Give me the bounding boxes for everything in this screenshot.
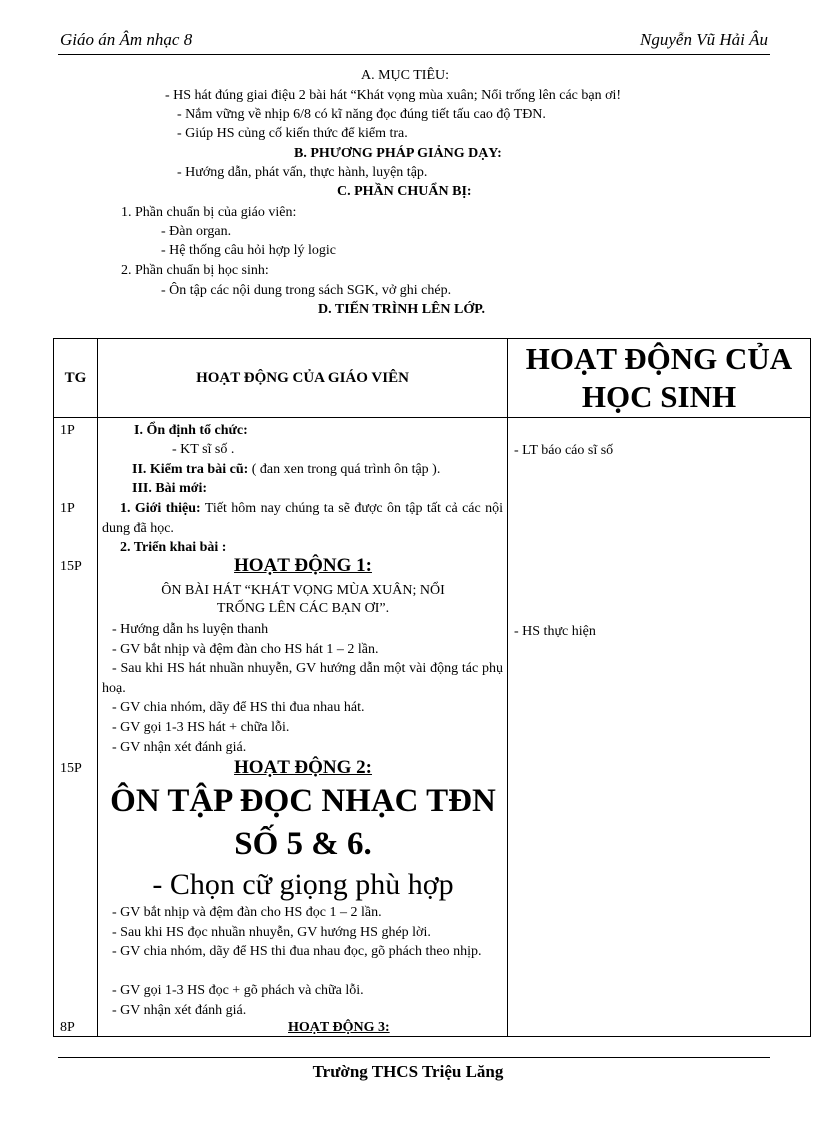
student-activity-2: - HS thực hiện bbox=[514, 624, 596, 639]
objective-1: - HS hát đúng giai điệu 2 bài hát “Khát vọng mùa xuân; Nổi trống lên các bạn ơi! bbox=[165, 88, 622, 103]
step-3-title: III. Bài mới: bbox=[132, 481, 208, 496]
student-activity-1: - LT báo cáo sĩ số bbox=[514, 443, 614, 458]
footer-divider bbox=[58, 1057, 770, 1058]
time-5: 8P bbox=[60, 1020, 75, 1035]
intro-paragraph bbox=[102, 499, 503, 538]
footer-school: Trường THCS Triệu Lăng bbox=[312, 1062, 504, 1081]
time-1: 1P bbox=[60, 423, 75, 438]
section-c-title: C. PHẦN CHUẨN BỊ: bbox=[337, 184, 472, 199]
teacher-column bbox=[98, 418, 508, 1037]
method-1: - Hướng dẫn, phát vấn, thực hành, luyện tập. bbox=[177, 165, 428, 180]
header-teacher: HOẠT ĐỘNG CỦA GIÁO VIÊN bbox=[98, 339, 508, 418]
deploy-title: 2. Triển khai bài : bbox=[120, 540, 227, 555]
activity-2-heading-1: ÔN TẬP ĐỌC NHẠC TĐN bbox=[110, 783, 496, 819]
activity-1-subtitle-1: ÔN BÀI HÁT “KHÁT VỌNG MÙA XUÂN; NỔI bbox=[161, 583, 445, 598]
time-2: 1P bbox=[60, 501, 75, 516]
activity-3-title: HOẠT ĐỘNG 3: bbox=[288, 1020, 390, 1035]
step-2-label: II. Kiểm tra bài cũ: bbox=[132, 462, 249, 477]
page-header bbox=[58, 28, 770, 55]
activity-2-item-5: - GV nhận xét đánh giá. bbox=[112, 1003, 247, 1018]
objective-3: - Giúp HS củng cố kiến thức để kiểm tra. bbox=[177, 126, 408, 141]
activity-2-item-2: - Sau khi HS đọc nhuần nhuyễn, GV hướng HS ghép lời. bbox=[112, 925, 431, 940]
time-3: 15P bbox=[60, 559, 82, 574]
time-column bbox=[54, 418, 98, 1037]
time-4: 15P bbox=[60, 761, 82, 776]
prep-teacher-item-2: - Hệ thống câu hỏi hợp lý logic bbox=[161, 243, 336, 258]
step-1-title: I. Ổn định tổ chức: bbox=[134, 423, 248, 438]
activity-2-item-3: - GV chia nhóm, dãy để HS thi đua nhau đọc, gõ phách theo nhịp. bbox=[112, 944, 482, 959]
activity-1-item-6: - GV nhận xét đánh giá. bbox=[112, 740, 247, 755]
activity-1-item-1: - Hướng dẫn hs luyện thanh bbox=[112, 622, 269, 637]
prep-teacher-item-1: - Đàn organ. bbox=[161, 224, 232, 239]
section-b-title: B. PHƯƠNG PHÁP GIẢNG DẠY: bbox=[294, 146, 502, 161]
activity-1-item-2: - GV bắt nhịp và đệm đàn cho HS hát 1 – 2 lần. bbox=[112, 642, 379, 657]
student-column bbox=[508, 418, 811, 1037]
header-course: Giáo án Âm nhạc 8 bbox=[60, 30, 193, 49]
step-2 bbox=[132, 460, 440, 479]
activity-2-item-4: - GV gọi 1-3 HS đọc + gõ phách và chữa lỗi. bbox=[112, 983, 364, 998]
lesson-table bbox=[53, 338, 811, 1037]
header-author: Nguyễn Vũ Hải Âu bbox=[640, 30, 768, 49]
objective-2: - Nắm vững về nhịp 6/8 có kĩ năng đọc đúng tiết tấu cao độ TĐN. bbox=[177, 107, 546, 122]
activity-2-heading-2: SỐ 5 & 6. bbox=[234, 826, 372, 862]
intro-label: 1. Giới thiệu: bbox=[120, 501, 201, 516]
section-d-title: D. TIẾN TRÌNH LÊN LỚP. bbox=[318, 302, 486, 317]
table-body-row bbox=[54, 418, 811, 1037]
step-1-item: - KT sĩ số . bbox=[172, 442, 235, 457]
activity-2-heading-3: - Chọn cữ giọng phù hợp bbox=[152, 868, 454, 901]
activity-1-item-4: - GV chia nhóm, dãy để HS thi đua nhau hát. bbox=[112, 700, 365, 715]
header-tg: TG bbox=[54, 339, 98, 418]
activity-1-title: HOẠT ĐỘNG 1: bbox=[234, 555, 372, 576]
prep-student-item-1: - Ôn tập các nội dung trong sách SGK, vở ghi chép. bbox=[161, 283, 452, 298]
header-student: HOẠT ĐỘNG CỦA HỌC SINH bbox=[508, 339, 811, 418]
intro-text: Tiết hôm nay chúng ta sẽ được ôn tập tất cả các nội dung đã học. bbox=[102, 501, 503, 536]
prep-student: 2. Phần chuẩn bị học sinh: bbox=[121, 263, 269, 278]
activity-1-item-5: - GV gọi 1-3 HS hát + chữa lỗi. bbox=[112, 720, 290, 735]
activity-1-item-3: - Sau khi HS hát nhuần nhuyễn, GV hướng dẫn một vài động tác phụ hoạ. bbox=[102, 661, 503, 696]
activity-2-item-1: - GV bắt nhịp và đệm đàn cho HS đọc 1 – 2 lần. bbox=[112, 905, 382, 920]
table-header-row bbox=[54, 339, 811, 418]
step-2-text: ( đan xen trong quá trình ôn tập ). bbox=[248, 462, 441, 477]
activity-1-subtitle-2: TRỐNG LÊN CÁC BẠN ƠI”. bbox=[216, 601, 390, 616]
section-a-title: A. MỤC TIÊU: bbox=[361, 68, 450, 83]
prep-teacher: 1. Phần chuẩn bị của giáo viên: bbox=[121, 205, 297, 220]
activity-2-title: HOẠT ĐỘNG 2: bbox=[234, 757, 372, 778]
